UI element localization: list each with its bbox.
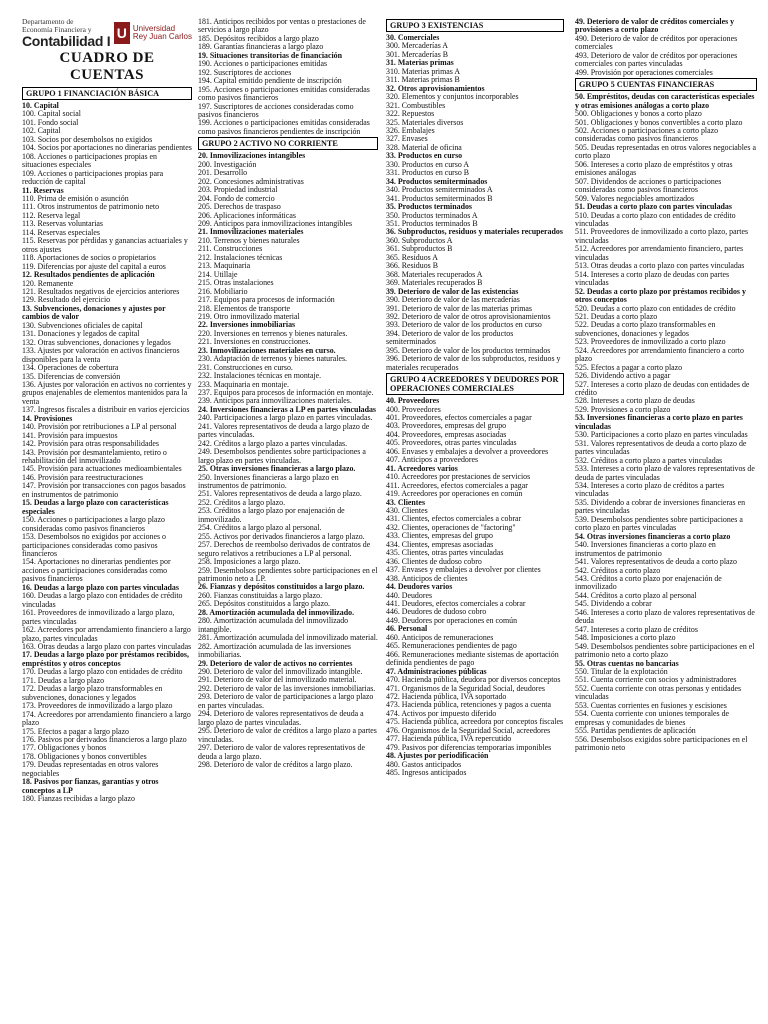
page-title: CUADRO DE CUENTAS bbox=[59, 50, 155, 83]
account-item: 341. Productos semiterminados B bbox=[386, 193, 493, 203]
account-item: 131. Donaciones y legados de capital bbox=[22, 329, 140, 339]
account-item: 326. Embalajes bbox=[386, 125, 435, 135]
account-list bbox=[22, 102, 192, 804]
account-item: 280. Amortización acumulada del inmovilizado intangible. bbox=[198, 616, 349, 634]
account-item: 129. Resultado del ejercicio bbox=[22, 295, 111, 305]
account-item: 432. Clientes, operaciones de "factoring" bbox=[386, 522, 516, 532]
account-item: 539. Desembolsos pendientes sobre participaciones a corto plazo en partes vinculadas bbox=[575, 514, 743, 533]
account-item: 241. Valores representativos de deuda a largo plazo de partes vinculadas. bbox=[198, 421, 370, 440]
account-item: 546. Intereses a corto plazo de valores representativos de deuda bbox=[575, 607, 755, 626]
account-item: 178. Obligaciones y bonos convertibles bbox=[22, 751, 147, 761]
account-subgroup: 30. Comerciales bbox=[386, 33, 440, 42]
account-item: 365. Residuos A bbox=[386, 252, 438, 262]
account-item: 542. Créditos a corto plazo bbox=[575, 565, 661, 575]
account-item: 291. Deterioro de valor del inmovilizado material. bbox=[198, 675, 357, 685]
account-item: 441. Deudores, efectos comerciales a cobrar bbox=[386, 599, 526, 608]
account-item: 350. Productos terminados A bbox=[386, 210, 478, 220]
group-header: GRUPO 5 CUENTAS FINANCIERAS bbox=[575, 78, 757, 91]
account-item: 237. Equipos para procesos de información en montaje. bbox=[198, 388, 374, 398]
account-item: 533. Intereses a corto plazo de valores representativos de deuda de partes vinculadas bbox=[575, 464, 755, 482]
account-item: 259. Desembolsos pendientes sobre participaciones en el patrimonio neto a LP. bbox=[198, 565, 378, 583]
header-logos bbox=[22, 18, 192, 48]
account-item: 216. Mobiliario bbox=[198, 286, 248, 296]
account-subgroup: 32. Otros aprovisionamientos bbox=[386, 83, 485, 93]
account-item: 134. Operaciones de cobertura bbox=[22, 363, 119, 373]
account-item: 212. Instalaciones técnicas bbox=[198, 252, 283, 262]
account-item: 145. Provisión para actuaciones medioambientales bbox=[22, 464, 182, 474]
account-item: 201. Desarrollo bbox=[198, 168, 248, 178]
account-item: 460. Anticipos de remuneraciones bbox=[386, 632, 494, 642]
account-item: 511. Proveedores de inmovilizado a corto plazo, partes vinculadas bbox=[575, 227, 749, 245]
account-subgroup: 28. Amortización acumulada del inmovilizado. bbox=[198, 607, 355, 617]
account-item: 500. Obligaciones y bonos a corto plazo bbox=[575, 109, 702, 119]
account-item: 258. Imposiciones a largo plazo. bbox=[198, 557, 301, 567]
account-item: 189. Garantías financieras a largo plazo bbox=[198, 42, 324, 52]
account-subgroup: 22. Inversiones inmobiliarias bbox=[198, 320, 296, 330]
account-item: 472. Hacienda pública, IVA soportado bbox=[386, 691, 507, 701]
account-item: 118. Aportaciones de socios o propietarios bbox=[22, 253, 156, 263]
account-item: 202. Concesiones administrativas bbox=[198, 176, 304, 186]
account-list bbox=[386, 397, 564, 777]
group-header: GRUPO 4 ACREEDORES Y DEUDORES POR OPERACIONES COMERCIALES bbox=[386, 373, 564, 395]
account-item: 137. Ingresos fiscales a distribuir en varios ejercicios bbox=[22, 405, 190, 415]
column-3 bbox=[386, 18, 564, 778]
account-item: 405. Proveedores, otras partes vinculadas bbox=[386, 438, 517, 448]
column-2 bbox=[198, 18, 378, 769]
account-item: 395. Deterioro de valor de los productos terminados bbox=[386, 345, 551, 355]
account-item: 502. Acciones o participaciones a corto plazo consideradas como pasivos financieros bbox=[575, 125, 719, 144]
account-item: 220. Inversiones en terrenos y bienes naturales. bbox=[198, 328, 348, 338]
account-item: 479. Pasivos por diferencias temporarias imponibles bbox=[386, 742, 552, 752]
account-item: 507. Dividendos de acciones o participaciones consideradas como pasivos financieros bbox=[575, 176, 722, 195]
group-header: GRUPO 2 ACTIVO NO CORRIENTE bbox=[198, 137, 378, 150]
account-item: 543. Créditos a corto plazo por enajenación de inmovilizado bbox=[575, 574, 722, 592]
account-item: 232. Instalaciones técnicas en montaje. bbox=[198, 371, 322, 381]
account-item: 221. Inversiones en construcciones. bbox=[198, 337, 311, 347]
account-item: 530. Participaciones a corto plazo en partes vinculadas bbox=[575, 430, 748, 440]
account-item: 130. Subvenciones oficiales de capital bbox=[22, 320, 143, 330]
account-item: 396. Deterioro de valor de los subproductos, residuos y materiales recuperados bbox=[386, 354, 561, 372]
account-item: 254. Créditos a largo plazo al personal. bbox=[198, 523, 322, 533]
account-item: 101. Fondo social bbox=[22, 117, 79, 127]
account-item: 475. Hacienda pública, acreedora por conceptos fiscales bbox=[386, 717, 564, 727]
account-item: 192. Suscriptores de acciones bbox=[198, 67, 292, 77]
account-item: 419. Acreedores por operaciones en común bbox=[386, 489, 523, 499]
account-item: 480. Gastos anticipados bbox=[386, 759, 462, 769]
account-item: 541. Valores representativos de deuda a corto plazo bbox=[575, 557, 737, 567]
account-subgroup: 35. Productos terminados bbox=[386, 202, 472, 212]
account-item: 401. Proveedores, efectos comerciales a pagar bbox=[386, 413, 532, 423]
university-logo bbox=[114, 22, 192, 44]
account-item: 147. Provisión por transacciones con pagos basados en instrumentos de patrimonio bbox=[22, 481, 186, 499]
account-item: 535. Dividendo a cobrar de inversiones financieras en partes vinculadas bbox=[575, 497, 746, 516]
account-item: 185. Depósitos recibidos a largo plazo bbox=[198, 33, 319, 43]
account-item: 170. Deudas a largo plazo con entidades de crédito bbox=[22, 667, 183, 677]
account-item: 474. Activos por impuesto diferido bbox=[386, 708, 497, 718]
account-item: 527. Intereses a corto plazo de deudas con entidades de crédito bbox=[575, 379, 750, 398]
account-item: 390. Deterioro de valor de las mercaderías bbox=[386, 295, 520, 305]
account-list bbox=[198, 18, 378, 136]
account-item: 195. Acciones o participaciones emitidas consideradas como pasivos financieros bbox=[198, 84, 370, 103]
account-item: 194. Capital emitido pendiente de inscripción bbox=[198, 76, 342, 86]
account-subgroup: 16. Deudas a largo plazo con partes vinculadas bbox=[22, 582, 179, 592]
account-item: 290. Deterioro de valor del inmovilizado intangible. bbox=[198, 666, 363, 676]
account-item: 163. Otras deudas a largo plazo con partes vinculadas bbox=[22, 642, 192, 651]
department-line-2: Economía Financiera y bbox=[22, 25, 92, 34]
account-item: 153. Desembolsos no exigidos por acciones o participaciones consideradas como pasivos financieros bbox=[22, 532, 166, 559]
account-subgroup: 26. Fianzas y depósitos constituidos a largo plazo. bbox=[198, 582, 365, 592]
account-item: 171. Deudas a largo plazo bbox=[22, 675, 105, 685]
account-subgroup: 18. Pasivos por fianzas, garantías y otros conceptos a LP bbox=[22, 777, 159, 795]
account-item: 210. Terrenos y bienes naturales bbox=[198, 235, 300, 245]
account-item: 233. Maquinaria en montaje. bbox=[198, 379, 289, 389]
account-subgroup: 41. Acreedores varios bbox=[386, 463, 458, 473]
group-header: GRUPO 1 FINANCIACIÓN BÁSICA bbox=[22, 87, 192, 100]
account-subgroup: 44. Deudores varios bbox=[386, 582, 453, 592]
account-item: 449. Deudores por operaciones en común bbox=[386, 615, 518, 625]
account-item: 477. Hacienda pública, IVA repercutido bbox=[386, 734, 512, 744]
account-item: 173. Proveedores de inmovilizado a largo plazo bbox=[22, 701, 173, 711]
account-item: 179. Deudas representadas en otros valores negociables bbox=[22, 760, 159, 778]
account-item: 407. Anticipos a proveedores bbox=[386, 455, 479, 465]
account-item: 219. Otro inmovilizado material bbox=[198, 311, 300, 321]
account-item: 524. Acreedores por arrendamiento financiero a corto plazo bbox=[575, 345, 744, 364]
account-item: 434. Clientes, empresas asociadas bbox=[386, 539, 494, 549]
account-item: 465. Remuneraciones pendientes de pago bbox=[386, 641, 517, 651]
account-item: 534. Intereses a corto plazo de créditos a partes vinculadas bbox=[575, 481, 725, 499]
account-item: 294. Deterioro de valores representativos de deuda a largo plazo de partes vinculadas. bbox=[198, 709, 364, 727]
account-item: 213. Maquinaria bbox=[198, 261, 251, 271]
account-item: 466. Remuneraciones mediante sistemas de aportación definida pendientes de pago bbox=[386, 649, 559, 668]
account-item: 240. Participaciones a largo plazo en partes vinculadas. bbox=[198, 413, 373, 423]
account-subgroup: 14. Provisiones bbox=[22, 413, 73, 423]
account-subgroup: 48. Ajustes por periodificación bbox=[386, 751, 489, 761]
account-item: 493. Deterioro de valor de créditos por operaciones comerciales con partes vinculadas bbox=[575, 50, 738, 69]
account-subgroup: 13. Subvenciones, donaciones y ajustes por cambios de valor bbox=[22, 303, 166, 322]
account-item: 532. Créditos a corto plazo a partes vinculadas bbox=[575, 455, 723, 465]
account-item: 514. Intereses a corto plazo de deudas con partes vinculadas bbox=[575, 269, 730, 288]
department-line-1: Departamento de bbox=[22, 17, 74, 26]
account-item: 112. Reserva legal bbox=[22, 210, 81, 220]
account-item: 239. Anticipos para inmovilizaciones materiales. bbox=[198, 396, 352, 406]
account-item: 547. Intereses a corto plazo de créditos bbox=[575, 624, 698, 634]
account-item: 103. Socios por desembolsos no exigidos bbox=[22, 134, 153, 144]
account-item: 328. Material de oficina bbox=[386, 142, 462, 152]
account-item: 513. Otras deudas a corto plazo con partes vinculadas bbox=[575, 261, 745, 271]
account-item: 255. Activos por derivados financieros a largo plazo. bbox=[198, 531, 365, 541]
account-item: 211. Construcciones bbox=[198, 244, 263, 254]
account-item: 242. Créditos a largo plazo a partes vinculadas. bbox=[198, 438, 348, 448]
account-item: 431. Clientes, efectos comerciales a cobrar bbox=[386, 514, 522, 524]
account-item: 440. Deudores bbox=[386, 590, 433, 600]
account-item: 400. Proveedores bbox=[386, 404, 441, 414]
account-subgroup: 36. Subproductos, residuos y materiales recuperados bbox=[386, 227, 563, 237]
account-item: 231. Construcciones en curso. bbox=[198, 362, 293, 372]
account-item: 490. Deterioro de valor de créditos por operaciones comerciales bbox=[575, 33, 738, 52]
account-item: 512. Acreedores por arrendamiento financiero, partes vinculadas bbox=[575, 244, 744, 262]
account-subgroup: 53. Inversiones financieras a corto plazo en partes vinculadas bbox=[575, 413, 743, 431]
account-item: 108. Acciones o participaciones propias en situaciones especiales bbox=[22, 151, 157, 170]
account-item: 406. Envases y embalajes a devolver a proveedores bbox=[386, 446, 549, 456]
account-subgroup: 52. Deudas a corto plazo por préstamos recibidos y otros conceptos bbox=[575, 286, 746, 305]
account-item: 301. Mercaderías B bbox=[386, 49, 449, 59]
account-item: 545. Dividendo a cobrar bbox=[575, 599, 652, 609]
account-item: 410. Acreedores por prestaciones de servicios bbox=[386, 472, 531, 482]
account-item: 203. Propiedad industrial bbox=[198, 185, 278, 195]
account-item: 330. Productos en curso A bbox=[386, 159, 470, 169]
account-item: 322. Repuestos bbox=[386, 109, 435, 119]
account-subgroup: 40. Proveedores bbox=[386, 396, 440, 406]
account-item: 551. Cuenta corriente con socios y administradores bbox=[575, 675, 737, 685]
account-item: 549. Desembolsos pendientes sobre participaciones en el patrimonio neto a corto plazo bbox=[575, 641, 755, 660]
account-item: 154. Aportaciones no dinerarias pendientes por acciones o participaciones consideradas como pasivos financieros bbox=[22, 557, 171, 584]
account-item: 140. Provisión por retribuciones a LP al personal bbox=[22, 422, 177, 432]
account-item: 162. Acreedores por arrendamiento financiero a largo plazo, partes vinculadas bbox=[22, 625, 191, 643]
account-item: 438. Anticipos de clientes bbox=[386, 573, 468, 583]
account-item: 321. Combustibles bbox=[386, 100, 446, 110]
account-item: 531. Valores representativos de deuda a corto plazo de partes vinculadas bbox=[575, 438, 747, 457]
account-item: 230. Adaptación de terrenos y bienes naturales. bbox=[198, 354, 347, 364]
account-item: 293. Deterioro de valor de participaciones a largo plazo en partes vinculadas. bbox=[198, 692, 374, 710]
account-subgroup: 51. Deudas a corto plazo con partes vinculadas bbox=[575, 202, 732, 212]
account-item: 506. Intereses a corto plazo de empréstitos y otras emisiones análogas bbox=[575, 159, 733, 178]
account-item: 544. Créditos a corto plazo al personal bbox=[575, 590, 697, 600]
account-list bbox=[198, 152, 378, 769]
account-subgroup: 23. Inmovilizaciones materiales en curso. bbox=[198, 345, 336, 355]
account-item: 521. Deudas a corto plazo bbox=[575, 311, 658, 321]
account-item: 529. Provisiones a corto plazo bbox=[575, 404, 671, 414]
account-subgroup: 39. Deterioro de valor de las existencias bbox=[386, 286, 519, 296]
account-item: 204. Fondo de comercio bbox=[198, 193, 275, 203]
account-item: 555. Partidas pendientes de aplicación bbox=[575, 726, 696, 736]
account-item: 214. Utillaje bbox=[198, 269, 238, 279]
account-item: 540. Inversiones financieras a corto plazo en instrumentos de patrimonio bbox=[575, 540, 716, 558]
account-item: 522. Deudas a corto plazo transformables en subvenciones, donaciones y legados bbox=[575, 320, 716, 338]
account-subgroup: 31. Materias primas bbox=[386, 58, 454, 68]
account-item: 142. Provisión para otras responsabilidades bbox=[22, 439, 159, 449]
account-item: 249. Desembolsos pendientes sobre participaciones a largo plazo en partes vinculadas. bbox=[198, 447, 366, 465]
account-item: 136. Ajustes por valoración en activos no corrientes y grupos enajenables de elementos mantenidos para la venta bbox=[22, 379, 192, 406]
account-item: 311. Materias primas B bbox=[386, 75, 460, 85]
account-subgroup: 47. Administraciones públicas bbox=[386, 666, 487, 676]
account-item: 257. Derechos de reembolso derivados de contratos de seguro relativos a retribuciones a LP al personal. bbox=[198, 540, 371, 558]
account-item: 446. Deudores de dudoso cobro bbox=[386, 607, 487, 617]
account-item: 209. Anticipos para inmovilizaciones intangibles bbox=[198, 218, 353, 228]
account-item: 437. Envases y embalajes a devolver por clientes bbox=[386, 565, 541, 575]
account-item: 554. Cuenta corriente con uniones temporales de empresas y comunidades de bienes bbox=[575, 709, 730, 727]
account-item: 556. Desembolsos exigidos sobre participaciones en el patrimonio neto bbox=[575, 734, 748, 753]
account-subgroup: 19. Situaciones transitorias de financiación bbox=[198, 50, 343, 60]
account-item: 297. Deterioro de valor de valores representativos de deuda a largo plazo. bbox=[198, 743, 365, 761]
group-header: GRUPO 3 EXISTENCIAS bbox=[386, 19, 564, 32]
account-item: 327. Envases bbox=[386, 134, 428, 144]
account-subgroup: 12. Resultados pendientes de aplicación bbox=[22, 270, 155, 280]
account-list bbox=[575, 18, 757, 77]
account-item: 114. Reservas especiales bbox=[22, 227, 100, 237]
account-item: 509. Valores negociables amortizados bbox=[575, 193, 695, 203]
account-item: 265. Depósitos constituidos a largo plazo. bbox=[198, 599, 331, 609]
account-item: 292. Deterioro de valor de las inversiones inmobiliarias. bbox=[198, 683, 376, 693]
account-item: 391. Deterioro de valor de las materias primas bbox=[386, 303, 532, 313]
account-item: 553. Cuentas corrientes en fusiones y escisiones bbox=[575, 700, 727, 710]
account-item: 135. Diferencias de conversión bbox=[22, 371, 121, 381]
account-item: 526. Dividendo activo a pagar bbox=[575, 371, 671, 381]
account-item: 215. Otras instalaciones bbox=[198, 278, 274, 288]
account-item: 141. Provisión para impuestos bbox=[22, 430, 118, 440]
account-item: 404. Proveedores, empresas asociadas bbox=[386, 429, 507, 439]
account-item: 181. Anticipos recibidos por ventas o prestaciones de servicios a largo plazo bbox=[198, 17, 366, 35]
column-4 bbox=[575, 18, 757, 753]
account-item: 325. Materiales diversos bbox=[386, 117, 464, 127]
university-line-1: Universidad bbox=[132, 24, 176, 33]
account-item: 351. Productos terminados B bbox=[386, 218, 478, 228]
account-item: 394. Deterioro de valor de los productos semiterminados bbox=[386, 328, 514, 347]
account-item: 550. Titular de la explotación bbox=[575, 666, 668, 676]
account-item: 177. Obligaciones y bonos bbox=[22, 743, 107, 753]
account-item: 197. Suscriptores de acciones consideradas como pasivos financieros bbox=[198, 101, 354, 119]
account-subgroup: 33. Productos en curso bbox=[386, 151, 463, 161]
account-subgroup: 25. Otras inversiones financieras a largo plazo. bbox=[198, 464, 356, 474]
account-subgroup: 15. Deudas a largo plazo con características especiales bbox=[22, 498, 169, 516]
account-subgroup: 34. Productos semiterminados bbox=[386, 176, 488, 186]
account-item: 523. Proveedores de inmovilizado a corto plazo bbox=[575, 337, 726, 347]
university-mark-icon: U bbox=[114, 22, 130, 44]
account-item: 281. Amortización acumulada del inmovilizado material. bbox=[198, 633, 378, 643]
account-item: 368. Materiales recuperados A bbox=[386, 269, 483, 279]
account-item: 161. Proveedores de inmovilizado a largo plazo, partes vinculadas bbox=[22, 608, 175, 626]
account-item: 133. Ajustes por valoración en activos financieros disponibles para la venta bbox=[22, 346, 180, 364]
account-subgroup: 46. Personal bbox=[386, 624, 428, 634]
account-item: 360. Subproductos A bbox=[386, 235, 453, 245]
account-item: 180. Fianzas recibidas a largo plazo bbox=[22, 794, 135, 804]
account-item: 528. Intereses a corto plazo de deudas bbox=[575, 396, 695, 406]
account-item: 102. Capital bbox=[22, 126, 61, 136]
account-subgroup: 54. Otras inversiones financieras a corto plazo bbox=[575, 531, 731, 541]
account-item: 110. Prima de emisión o asunción bbox=[22, 193, 129, 203]
account-item: 435. Clientes, otras partes vinculadas bbox=[386, 548, 504, 558]
department-name: Contabilidad I bbox=[22, 33, 111, 49]
account-subgroup: 17. Deudas a largo plazo por préstamos recibidos, empréstitos y otros conceptos bbox=[22, 650, 189, 668]
account-item: 175. Efectos a pagar a largo plazo bbox=[22, 726, 129, 736]
account-item: 393. Deterioro de valor de los productos en curso bbox=[386, 320, 542, 330]
account-subgroup: 43. Clientes bbox=[386, 497, 426, 507]
account-subgroup: 29. Deterioro de valor de activos no corrientes bbox=[198, 658, 353, 668]
account-item: 252. Créditos a largo plazo. bbox=[198, 497, 286, 507]
column-1 bbox=[22, 18, 192, 804]
account-subgroup: 55. Otras cuentas no bancarias bbox=[575, 658, 679, 668]
account-item: 176. Pasivos por derivados financieros a largo plazo bbox=[22, 734, 187, 744]
account-item: 206. Aplicaciones informáticas bbox=[198, 210, 296, 220]
account-item: 199. Acciones o participaciones emitidas consideradas como pasivos financieros pendientes de inscripción bbox=[198, 118, 370, 136]
account-subgroup: 10. Capital bbox=[22, 101, 59, 110]
account-item: 485. Ingresos anticipados bbox=[386, 768, 467, 778]
account-item: 471. Organismos de la Seguridad Social, deudores bbox=[386, 683, 545, 693]
account-item: 111. Otros instrumentos de patrimonio neto bbox=[22, 202, 160, 212]
account-item: 470. Hacienda pública, deudora por diversos conceptos bbox=[386, 675, 561, 685]
account-item: 115. Reservas por pérdidas y ganancias actuariales y otros ajustes bbox=[22, 236, 188, 254]
account-item: 143. Provisión por desmantelamiento, retiro o rehabilitación del inmovilizado bbox=[22, 447, 167, 466]
account-item: 260. Fianzas constituidas a largo plazo. bbox=[198, 590, 323, 600]
account-item: 100. Capital social bbox=[22, 109, 81, 119]
account-item: 430. Clientes bbox=[386, 506, 428, 516]
account-item: 150. Acciones o participaciones a largo plazo consideradas como pasivos financieros bbox=[22, 515, 165, 533]
account-item: 190. Acciones o participaciones emitidas bbox=[198, 59, 328, 69]
department-logo bbox=[22, 18, 110, 48]
account-list bbox=[575, 93, 757, 752]
account-item: 548. Imposiciones a corto plazo bbox=[575, 633, 676, 643]
account-item: 476. Organismos de la Seguridad Social, acreedores bbox=[386, 725, 551, 735]
account-subgroup: 49. Deterioro de valor de créditos comerciales y provisiones a corto plazo bbox=[575, 17, 735, 35]
account-item: 505. Deudas representadas en otros valores negociables a corto plazo bbox=[575, 142, 756, 161]
account-item: 113. Reservas voluntarias bbox=[22, 219, 104, 229]
account-item: 300. Mercaderías A bbox=[386, 41, 449, 51]
account-item: 411. Acreedores, efectos comerciales a pagar bbox=[386, 480, 528, 490]
account-item: 217. Equipos para procesos de información bbox=[198, 295, 335, 305]
account-item: 218. Elementos de transporte bbox=[198, 303, 291, 313]
account-item: 298. Deterioro de valor de créditos a largo plazo. bbox=[198, 759, 353, 769]
account-item: 104. Socios por aportaciones no dinerarias pendientes bbox=[22, 143, 192, 153]
account-item: 320. Elementos y conjuntos incorporables bbox=[386, 92, 519, 102]
account-item: 109. Acciones o participaciones propias para reducción de capital bbox=[22, 168, 164, 187]
account-item: 205. Derechos de traspaso bbox=[198, 202, 281, 212]
account-item: 331. Productos en curso B bbox=[386, 168, 470, 178]
account-item: 369. Materiales recuperados B bbox=[386, 278, 483, 288]
account-item: 132. Otras subvenciones, donaciones y legados bbox=[22, 337, 171, 347]
account-item: 552. Cuenta corriente con otras personas y entidades vinculadas bbox=[575, 683, 742, 702]
university-line-2: Rey Juan Carlos bbox=[132, 32, 192, 41]
account-item: 361. Subproductos B bbox=[386, 244, 453, 254]
account-item: 510. Deudas a corto plazo con entidades de crédito vinculadas bbox=[575, 210, 736, 228]
account-item: 433. Clientes, empresas del grupo bbox=[386, 531, 493, 541]
account-item: 119. Diferencias por ajuste del capital a euros bbox=[22, 261, 166, 271]
account-item: 520. Deudas a corto plazo con entidades de crédito bbox=[575, 303, 736, 313]
account-subgroup: 21. Inmovilizaciones materiales bbox=[198, 227, 304, 237]
account-item: 340. Productos semiterminados A bbox=[386, 185, 493, 195]
account-item: 200. Investigación bbox=[198, 159, 257, 169]
account-subgroup: 20. Inmovilizaciones intangibles bbox=[198, 151, 306, 161]
account-subgroup: 11. Reservas bbox=[22, 185, 64, 195]
account-item: 250. Inversiones financieras a largo plazo en instrumentos de patrimonio. bbox=[198, 472, 339, 491]
account-item: 403. Proveedores, empresas del grupo bbox=[386, 421, 507, 431]
account-item: 251. Valores representativos de deuda a largo plazo. bbox=[198, 489, 362, 499]
account-item: 282. Amortización acumulada de las inversiones inmobiliarias. bbox=[198, 641, 351, 660]
account-item: 366. Residuos B bbox=[386, 261, 438, 271]
account-item: 253. Créditos a largo plazo por enajenación de inmovilizado. bbox=[198, 506, 345, 524]
account-item: 501. Obligaciones y bonos convertibles a corto plazo bbox=[575, 117, 743, 127]
account-item: 473. Hacienda pública, retenciones y pagos a cuenta bbox=[386, 700, 551, 710]
account-item: 525. Efectos a pagar a corto plazo bbox=[575, 362, 683, 372]
account-item: 172. Deudas a largo plazo transformables en subvenciones, donaciones y legados bbox=[22, 684, 163, 702]
account-subgroup: 50. Empréstitos, deudas con características especiales y otras emisiones análogas a corto plazo bbox=[575, 92, 755, 110]
account-item: 310. Materias primas A bbox=[386, 66, 461, 76]
account-item: 392. Deterioro de valor de otros aprovisionamientos bbox=[386, 311, 551, 321]
account-subgroup: 24. Inversiones financieras a LP en partes vinculadas bbox=[198, 404, 376, 414]
account-item: 120. Remanente bbox=[22, 278, 74, 288]
account-item: 160. Deudas a largo plazo con entidades de crédito vinculadas bbox=[22, 591, 183, 609]
account-item: 436. Clientes de dudoso cobro bbox=[386, 556, 482, 566]
account-item: 146. Provisión para reestructuraciones bbox=[22, 472, 143, 482]
account-item: 295. Deterioro de valor de créditos a largo plazo a partes vinculadas. bbox=[198, 726, 377, 744]
account-item: 499. Provisión por operaciones comerciales bbox=[575, 67, 713, 77]
account-list bbox=[386, 34, 564, 372]
account-item: 174. Acreedores por arrendamiento financiero a largo plazo bbox=[22, 709, 191, 728]
account-item: 121. Resultados negativos de ejercicios anteriores bbox=[22, 286, 180, 296]
